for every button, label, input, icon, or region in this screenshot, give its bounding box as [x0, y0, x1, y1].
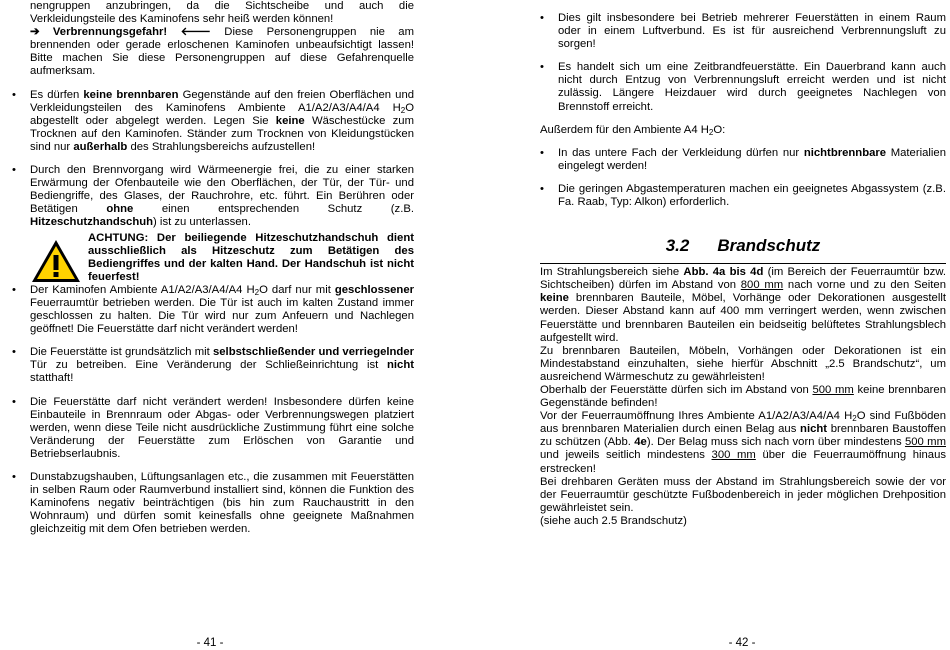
bullet-combustion-air: • Dies gilt insbesondere bei Betrieb mehrerer Feuerstätten in einem Raum oder in einem Luftverbund. Es ist für ausreichend Verbrennungsluft zu sorgen!: [540, 12, 946, 51]
warning-text: ACHTUNG: Der beiliegende Hitzeschutzhandschuh dient ausschließlich als Hitzeschutz zum Betätigen des Bediengriffes und der kalten Hand. Der Handschuh ist nicht feuerfest!: [88, 231, 414, 283]
danger-label: Verbrennungsgefahr!: [52, 26, 168, 39]
left-bullet-list: [12, 89, 414, 230]
intro-paragraph: nengruppen anzubringen, da die Sichtscheibe und auch die Verkleidungsteile des Kaminofens sehr heiß werden können! ➔ Verbrennungsgefahr! 🡐 Diese Personengruppen nie am brennenden oder gerade erloschenen Kaminofen unbeaufsichtigt lassen! Bitte machen Sie diese Personengruppen auf diese Gefahrenquelle aufmerksam.: [30, 0, 415, 78]
min-distance-paragraph: Zu brennbaren Bauteilen, Möbeln, Vorhängen oder Dekorationen ist ein Mindestabstand einzuhalten, siehe hierfür Abschnitt „2.5 Brandschutz“, um ausreichend Wärmeschutz zu gewährleisten!: [540, 344, 946, 383]
bullet-self-closing-door: • Die Feuerstätte ist grundsätzlich mit selbstschließender und verriegelnder Tür zu betreiben. Eine Veränderung der Schließeinrichtung ist nicht statthaft!: [12, 346, 414, 385]
right-bullet-list: [540, 12, 946, 114]
warning-box: [12, 232, 414, 284]
section-number: 3.2: [665, 236, 690, 256]
bullet-lower-compartment: • In das untere Fach der Verkleidung dürfen nur nichtbrennbare Materialien eingelegt werden!: [540, 147, 946, 173]
see-also: (siehe auch 2.5 Brandschutz): [540, 514, 687, 527]
section-heading: [540, 235, 946, 257]
bullet-timed-burn: • Es handelt sich um eine Zeitbrandfeuerstätte. Ein Dauerbrand kann auch nicht durch Entzug von Verbrennungsluft erreicht werden und ist nicht zulässig. Längere Heizdauer wird durch geeignetes Nachlegen von Brennstoff erreicht.: [540, 61, 946, 113]
above-paragraph: Oberhalb der Feuerstätte dürfen sich im Abstand von 500 mm keine brennbaren Gegenstände befinden!: [540, 383, 946, 410]
radiation-paragraph: Im Strahlungsbereich siehe Abb. 4a bis 4d (im Bereich der Feuerraumtür bzw. Sichtscheiben) dürfen im Abstand von 800 mm nach vorne und zu den Seiten keine brennbaren Bauteile, Möbel, Vorhänge oder Dekorationen ausgestellt werden. Dieser Abstand kann auf 400 mm verringert werden, wenn zwischen Feuerstätte und brennbaren Bauteilen ein beidseitig belüftetes Strahlungsblech aufgestellt wird.: [540, 266, 947, 344]
left-page: [12, 0, 414, 536]
right-page: [540, 0, 946, 528]
floor-paragraph: Vor der Feuerraumöffnung Ihres Ambiente A1/A2/A3/A4/A4 $H_2O$ sind Fußböden aus brennbaren Materialien durch einen Belag aus nicht brennbaren Baustoffen zu schützen (Abb. 4e). Der Belag muss sich nach vorn über mindestens 500 mm und jeweils seitlich mindestens 300 mm über die Feuerraumöffnung hinaus erstrecken!: [540, 410, 947, 475]
danger-text: Diese Personengruppen nie am brennenden oder gerade erloschenen Kaminofen unbeaufsichtigt lassen! Bitte machen Sie diese Personengruppen auf diese Gefahrenquelle aufmerksam.: [30, 26, 415, 78]
section-title: Brandschutz: [717, 236, 821, 256]
bullet-extractor-hoods: • Dunstabzugshauben, Lüftungsanlagen etc., die zusammen mit Feuerstätten in selben Raum oder Raumverbund installiert sind, können die Funktion des Kaminofens negativ beinträchtigen (bis hin zum Rauchaustritt in den Wohnraum) und dürfen somit keinesfalls ohne geeignete Maßnahmen gleichzeitig mit dem Ofen betrieben werden.: [12, 471, 414, 536]
a4-heading: Außerdem für den Ambiente A4 $H_2O$:: [540, 123, 726, 137]
danger-arrow-left: 🡐: [180, 26, 211, 39]
warning-icon: [30, 238, 82, 284]
bullet-no-modification: • Die Feuerstätte darf nicht verändert werden! Insbesondere dürfen keine Einbauteile in Brennraum oder Abgas- oder Verbrennungswegen platziert werden, wenn diese Teile nicht ausdrückliche Zustimmung führt eine solche Veränderung der Feuerstätte zum Erlöschen von Garantie und Betriebserlaubnis.: [12, 396, 414, 461]
bullet-closed-door: • Der Kaminofen Ambiente A1/A2/A3/A4/A4 $H_2O$ darf nur mit geschlossener Feuerraumtür betrieben werden. Die Tür ist auch im kalten Zustand immer geschlossen zu halten. Die Tür wird nur zum Anfeuern und Nachlegen geöffnet! Die Feuerstätte darf nicht verändert werden!: [12, 284, 414, 336]
rotating-paragraph: Bei drehbaren Geräten muss der Abstand im Strahlungsbereich sowie der vor der Feuerraumtür geschützte Fußbodenbereich in jeder möglichen Drehposition gewährleistet sein.: [540, 475, 946, 514]
bullet-exhaust-system: • Die geringen Abgastemperaturen machen ein geeignetes Abgassystem (z.B. Fa. Raab, Typ: Alkon) erforderlich.: [540, 183, 946, 209]
page-number-right: - 42 -: [728, 637, 756, 649]
bullet-no-flammables: • Es dürfen keine brennbaren Gegenstände auf den freien Oberflächen und Verkleidungsteilen des Kaminofens Ambiente A1/A2/A3/A4/A4 $H_2O$ abgestellt oder abgelegt werden. Legen Sie keine Wäschestücke zum Trocknen auf den Kaminofen. Ständer zum Trocknen von Kleidungstücken sind nur außerhalb des Strahlungsbereichs aufzustellen!: [12, 89, 414, 154]
page-number-left: - 41 -: [196, 637, 224, 649]
section-divider: [540, 263, 946, 264]
danger-arrow-right: ➔: [30, 26, 40, 39]
bullet-heat-energy: • Durch den Brennvorgang wird Wärmeenergie frei, die zu einer starken Erwärmung der Ofenbauteile wie den Oberflächen, der Tür, der Tür- und Bediengriffe, des Glases, der Rauchrohre, etc. führt. Ein Berühren oder Betätigen ohne einen entsprechenden Schutz (z.B. Hitzeschutzhandschuh) ist zu unterlassen.: [12, 164, 414, 229]
